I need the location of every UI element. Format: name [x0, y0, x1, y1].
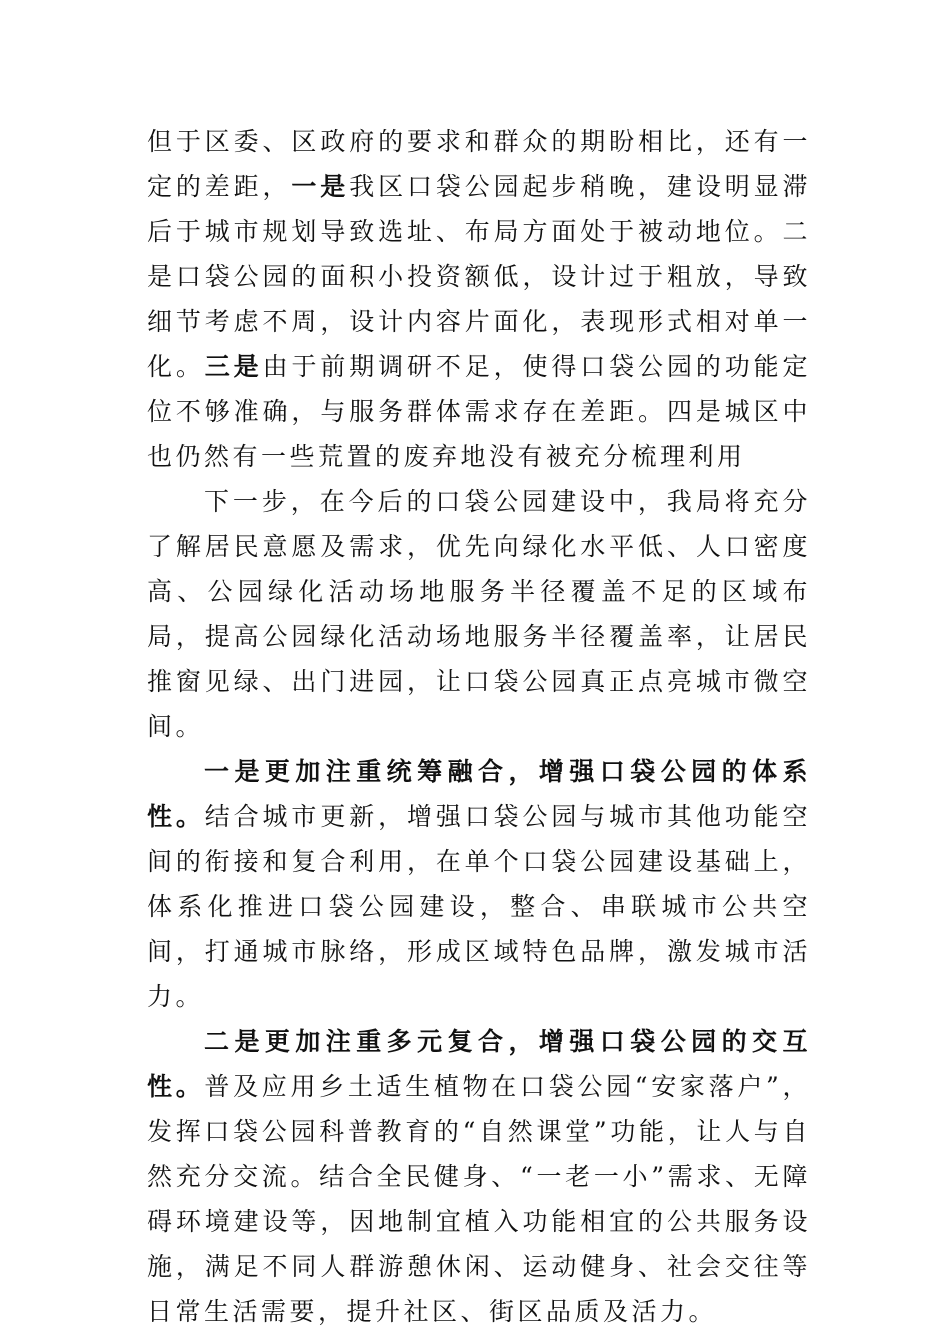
body-text [147, 119, 811, 1334]
paragraph-point-two [147, 1019, 811, 1334]
bold-heading-run: 一是更加注重统筹融合，增强口袋公园的体系性。 [147, 757, 811, 831]
text-run: 但于区委、区政府的要求和群众的期盼相比，还有一定的差距， [147, 127, 811, 201]
text-run: 普及应用乡土适生植物在口袋公园“安家落户”，发挥口袋公园科普教育的“自然课堂”功能，让人与自然充分交流。结合全民健身、“一老一小”需求、无障碍环境建设等，因地制宜植入功能相宜的公共服务设施，满足不同人群游憩休闲、运动健身、社会交往等日常生活需要，提升社区、街区品质及活力。 [147, 1072, 811, 1326]
paragraph-point-one [147, 749, 811, 1019]
text-run: 下一步，在今后的口袋公园建设中，我局将充分了解居民意愿及需求，优先向绿化水平低、人口密度高、公园绿化活动场地服务半径覆盖不足的区域布局，提高公园绿化活动场地服务半径覆盖率，让居民推窗见绿、出门进园，让口袋公园真正点亮城市微空间。 [147, 487, 811, 741]
bold-run: 三是 [204, 352, 263, 381]
text-run: 由于前期调研不足，使得口袋公园的功能定位不够准确，与服务群体需求存在差距。四是城区中也仍然有一些荒置的废弃地没有被充分梳理利用 [147, 352, 811, 471]
text-run: 结合城市更新，增强口袋公园与城市其他功能空间的衔接和复合利用，在单个口袋公园建设基础上，体系化推进口袋公园建设，整合、串联城市公共空间，打通城市脉络，形成区域特色品牌，激发城市活力。 [147, 802, 811, 1011]
bold-heading-run: 二是更加注重多元复合，增强口袋公园的交互性。 [147, 1027, 811, 1101]
text-run: 我区口袋公园起步稍晚，建设明显滞后于城市规划导致选址、布局方面处于被动地位。二是口袋公园的面积小投资额低，设计过于粗放，导致细节考虑不周，设计内容片面化，表现形式相对单一化。 [147, 172, 811, 381]
paragraph-next-step [147, 479, 811, 749]
bold-run: 一是 [291, 172, 350, 201]
paragraph-problems [147, 119, 811, 479]
